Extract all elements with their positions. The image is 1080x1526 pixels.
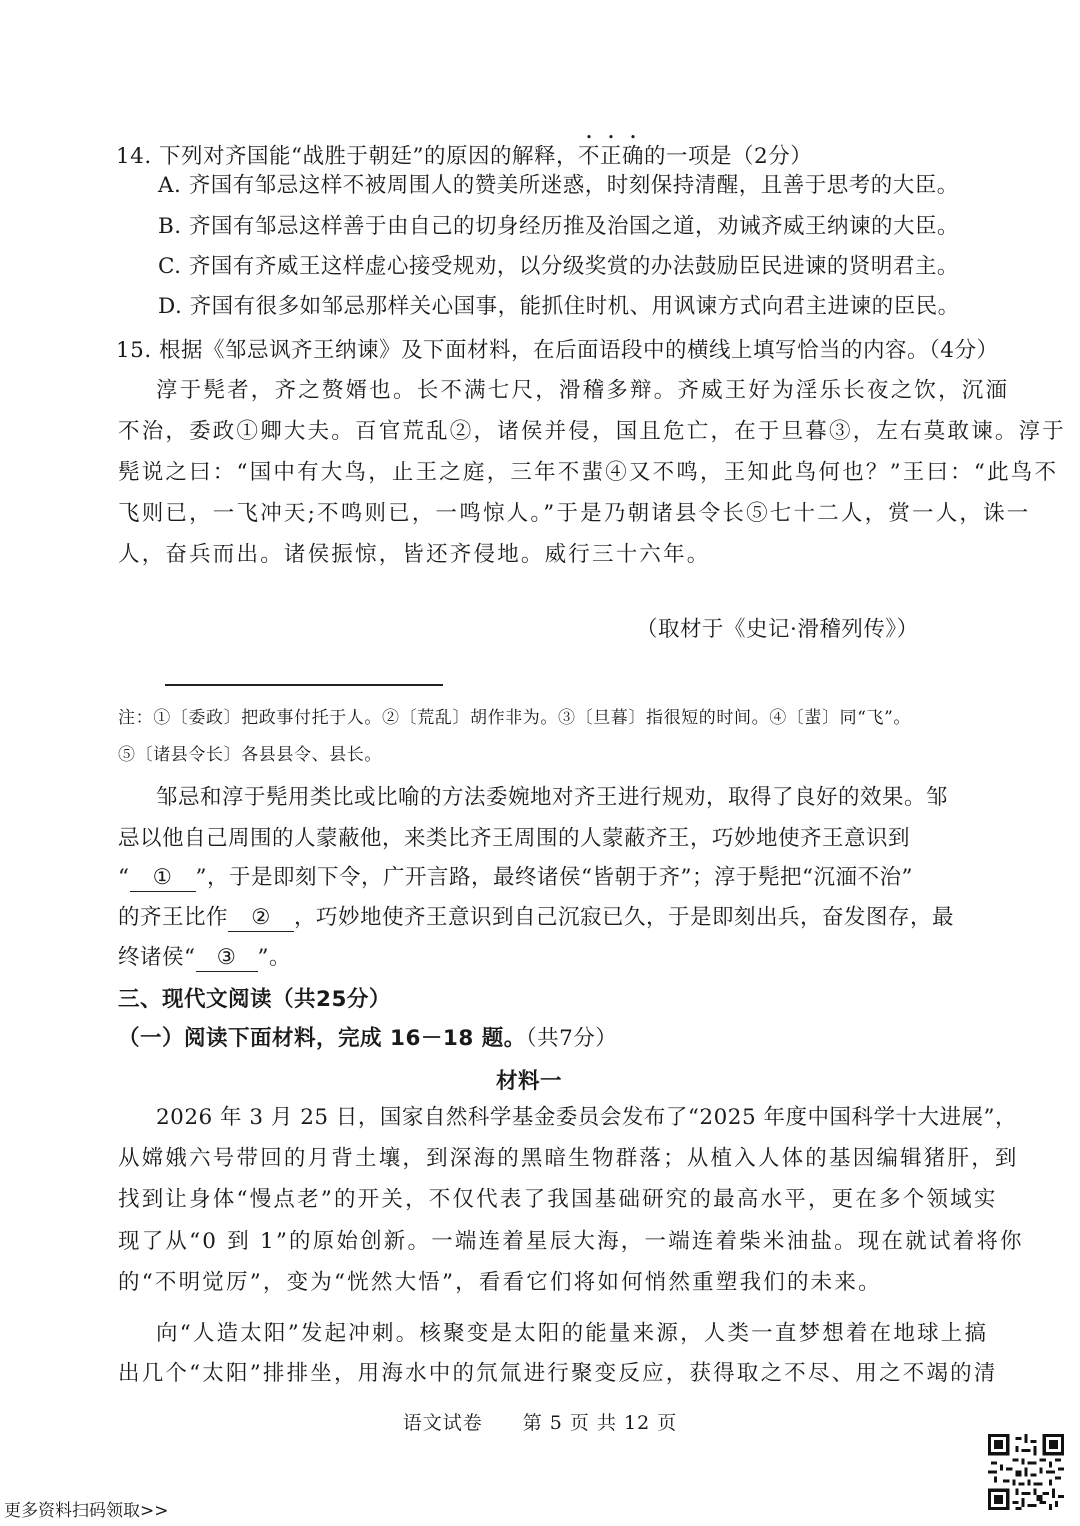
q15-answer-line: 邹忌和淳于髡用类比或比喻的方法委婉地对齐王进行规劝，取得了良好的效果。邹 [156,785,949,810]
footnote-separator [165,684,443,686]
q15-passage-line: 不治，委政①卿大夫。百官荒乱②，诸侯并侵，国且危亡，在于旦暮③，左右莫敢谏。淳于 [118,419,1067,444]
q14-option-d: D. 齐国有很多如邹忌那样关心国事，能抓住时机、用讽谏方式向君主进谏的臣民。 [158,294,960,319]
q15-stem: 15. 根据《邹忌讽齐王纳谏》及下面材料，在后面语段中的横线上填写恰当的内容。（4分） [116,338,999,363]
blank-3: ③ [196,945,258,972]
material-line: 2026 年 3 月 25 日，国家自然科学基金委员会发布了“2025 年度中国科学十大进展”， [156,1105,1017,1130]
material-line: 现了从“0 到 1”的原始创新。一端连着星辰大海，一端连着柴米油盐。现在就试着将你 [118,1229,1024,1254]
q15-answer-line: 的齐王比作 ② ，巧妙地使齐王意识到自己沉寂已久，于是即刻出兵，奋发图存，最 [118,905,955,930]
q15-passage-line: 髡说之曰：“国中有大鸟，止王之庭，三年不蜚④又不鸣，王知此鸟何也？”王曰：“此鸟不 [118,460,1059,485]
q15-answer-line: 忌以他自己周围的人蒙蔽他，来类比齐王周围的人蒙蔽齐王，巧妙地使齐王意识到 [118,826,911,851]
material-title: 材料一 [496,1069,563,1094]
q15-passage-line: 淳于髡者，齐之赘婿也。长不满七尺，滑稽多辩。齐威王好为淫乐长夜之饮，沉湎 [156,378,1010,403]
qr-code-icon[interactable] [988,1434,1064,1510]
material-line: 从嫦娥六号带回的月背土壤，到深海的黑暗生物群落；从植入人体的基因编辑猪肝，到 [118,1146,1019,1171]
page-info: 语文试卷 第 5 页 共 12 页 [402,1412,678,1434]
material-line: 出几个“太阳”排排坐，用海水中的氘氚进行聚变反应，获得取之不尽、用之不竭的清 [118,1361,998,1386]
blank-2: ② [228,905,294,932]
q14-emphasis: 不正确 [578,144,645,169]
material-line: 找到让身体“慢点老”的开关，不仅代表了我国基础研究的最高水平，更在多个领域实 [118,1187,998,1212]
q14-option-a: A. 齐国有邹忌这样不被周围人的赞美所迷惑，时刻保持清醒，且善于思考的大臣。 [158,173,959,198]
section-3-subtitle: （一）阅读下面材料，完成 16－18 题。（共7分） [118,1026,618,1051]
q15-note: 注：①〔委政〕把政事付托于人。②〔荒乱〕胡作非为。③〔旦暮〕指很短的时间。④〔蜚〕同“飞”。 [118,708,911,728]
q15-answer-line: 终诸侯“ ③ ”。 [118,945,291,970]
q15-passage-line: 人，奋兵而出。诸侯振惊，皆还齐侵地。威行三十六年。 [118,542,711,567]
q15-passage-line: 飞则已，一飞冲天;不鸣则已，一鸣惊人。”于是乃朝诸县令长⑤七十二人，赏一人，诛一 [118,501,1031,526]
scan-for-more-link[interactable]: 更多资料扫码领取>> [4,1501,169,1521]
q15-note: ⑤〔诸县令长〕各县县令、县长。 [118,745,382,765]
material-line: 向“人造太阳”发起冲刺。核聚变是太阳的能量来源，人类一直梦想着在地球上搞 [156,1321,989,1346]
q14-stem: 14. 下列对齐国能“战胜于朝廷”的原因的解释，不正确的一项是（2分） [116,144,813,169]
section-3-title: 三、现代文阅读（共25分） [118,987,391,1012]
q15-answer-line: “ ① ”，于是即刻下令，广开言路，最终诸侯“皆朝于齐”；淳于髡把“沉湎不治” [118,865,913,890]
q15-source: （取材于《史记·滑稽列传》） [636,617,919,642]
q14-option-b: B. 齐国有邹忌这样善于由自己的切身经历推及治国之道，劝诫齐威王纳谏的大臣。 [158,214,959,239]
material-line: 的“不明觉厉”，变为“恍然大悟”，看看它们将如何悄然重塑我们的未来。 [118,1270,882,1295]
blank-1: ① [130,865,196,892]
q14-option-c: C. 齐国有齐威王这样虚心接受规劝，以分级奖赏的办法鼓励臣民进谏的贤明君主。 [158,254,959,279]
